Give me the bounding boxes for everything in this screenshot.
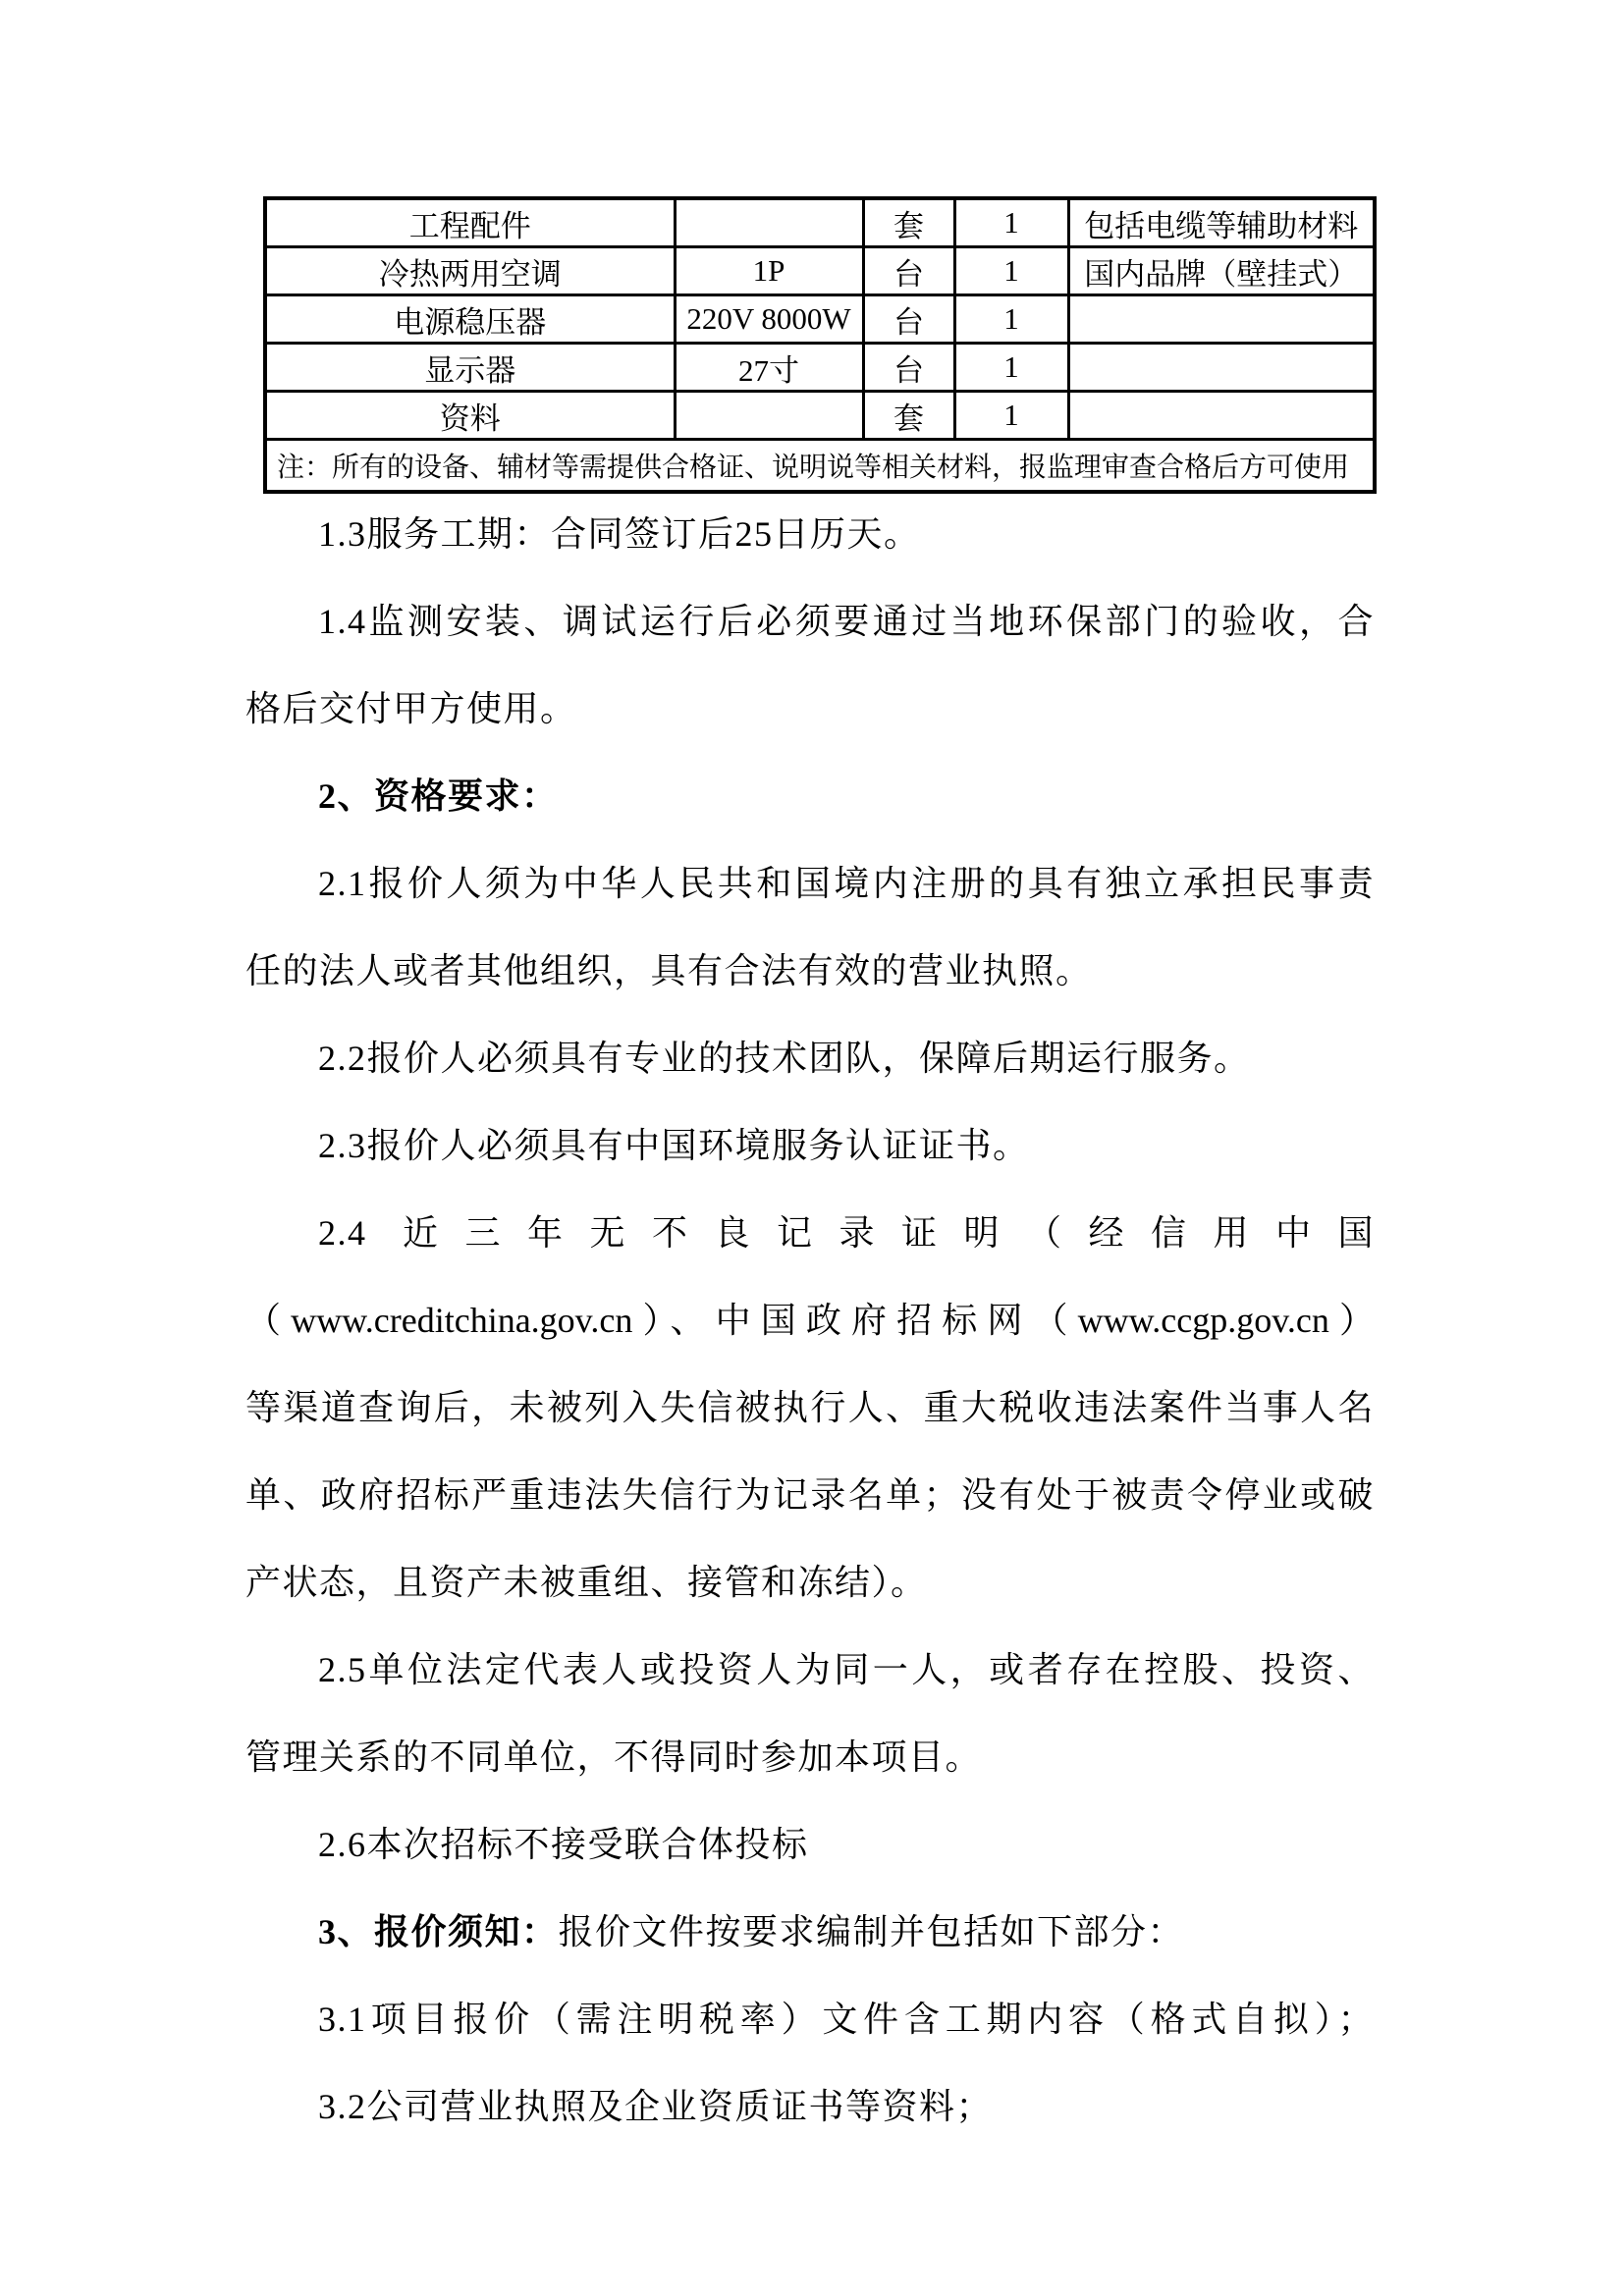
- equipment-table: [263, 196, 1377, 494]
- paragraph-3-1: 3.1项目报价（需注明税率）文件含工期内容（格式自拟）；: [318, 2000, 1375, 2039]
- cell-item-name: 显示器: [265, 344, 675, 392]
- paragraph-2-4-cont-1: 等渠道查询后，未被列入失信被执行人、重大税收违法案件当事人名: [245, 1388, 1375, 1427]
- cell-spec: 220V 8000W: [675, 295, 863, 344]
- cell-spec: 27寸: [675, 344, 863, 392]
- cell-remark: [1068, 295, 1375, 344]
- paragraph-2-1: 2.1报价人须为中华人民共和国境内注册的具有独立承担民事责: [318, 864, 1375, 903]
- cell-unit: 台: [863, 295, 954, 344]
- cell-qty: 1: [954, 247, 1068, 295]
- table-row: [265, 247, 1375, 295]
- cell-item-name: 工程配件: [265, 198, 675, 247]
- cell-remark: [1068, 344, 1375, 392]
- paragraph-2-2: 2.2报价人必须具有专业的技术团队，保障后期运行服务。: [318, 1039, 1251, 1078]
- paragraph-1-3: 1.3服务工期：合同签订后25日历天。: [318, 514, 921, 554]
- cell-qty: 1: [954, 198, 1068, 247]
- table-note-row: [265, 440, 1375, 493]
- cell-item-name: 电源稳压器: [265, 295, 675, 344]
- cell-spec: [675, 392, 863, 440]
- cell-spec: 1P: [675, 247, 863, 295]
- paragraph-2-4-cont-3: 产状态，且资产未被重组、接管和冻结）。: [245, 1563, 928, 1602]
- paragraph-2-3: 2.3报价人必须具有中国环境服务认证证书。: [318, 1126, 1030, 1165]
- cell-item-name: 冷热两用空调: [265, 247, 675, 295]
- cell-spec: [675, 198, 863, 247]
- paragraph-3-2: 3.2公司营业执照及企业资质证书等资料；: [318, 2087, 994, 2126]
- table-row: [265, 344, 1375, 392]
- table-row: [265, 295, 1375, 344]
- paragraph-1-4: 1.4监测安装、调试运行后必须要通过当地环保部门的验收，合: [318, 602, 1375, 641]
- table-row: [265, 198, 1375, 247]
- cell-unit: 套: [863, 392, 954, 440]
- heading-3-rest: 报价文件按要求编制并包括如下部分：: [558, 1912, 1185, 1951]
- cell-item-name: 资料: [265, 392, 675, 440]
- paragraph-2-4: 2.4 近三年无不良记录证明（经信用中国: [318, 1213, 1375, 1253]
- heading-2: 2、资格要求：: [318, 776, 559, 816]
- cell-qty: 1: [954, 295, 1068, 344]
- cell-unit: 台: [863, 247, 954, 295]
- heading-3-label: 3、报价须知：: [318, 1912, 559, 1951]
- paragraph-2-4-urls: （www.creditchina.gov.cn）、中国政府招标网（www.ccgp.gov.cn）: [245, 1301, 1375, 1340]
- cell-remark: 包括电缆等辅助材料: [1068, 198, 1375, 247]
- document-body: [245, 491, 1375, 2151]
- cell-unit: 台: [863, 344, 954, 392]
- paragraph-2-5: 2.5单位法定代表人或投资人为同一人，或者存在控股、投资、: [318, 1650, 1375, 1689]
- table-row: [265, 392, 1375, 440]
- cell-unit: 套: [863, 198, 954, 247]
- cell-qty: 1: [954, 344, 1068, 392]
- paragraph-2-4-cont-2: 单、政府招标严重违法失信行为记录名单；没有处于被责令停业或破: [245, 1475, 1375, 1515]
- paragraph-1-4-cont: 格后交付甲方使用。: [245, 689, 577, 728]
- paragraph-2-6: 2.6本次招标不接受联合体投标: [318, 1825, 809, 1864]
- cell-remark: [1068, 392, 1375, 440]
- table-note: 注：所有的设备、辅材等需提供合格证、说明说等相关材料，报监理审查合格后方可使用: [265, 440, 1375, 493]
- cell-qty: 1: [954, 392, 1068, 440]
- paragraph-2-5-cont: 管理关系的不同单位，不得同时参加本项目。: [245, 1737, 983, 1777]
- cell-remark: 国内品牌（壁挂式）: [1068, 247, 1375, 295]
- heading-3: [245, 1889, 1375, 1976]
- paragraph-2-1-cont: 任的法人或者其他组织，具有合法有效的营业执照。: [245, 951, 1093, 990]
